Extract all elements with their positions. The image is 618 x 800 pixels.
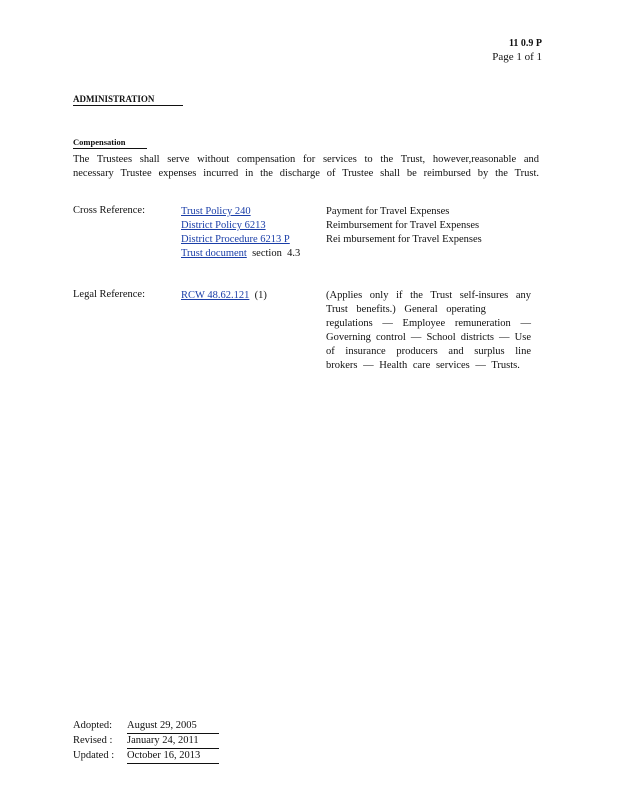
paragraph-line: The Trustees shall serve without compensation for services to the Trust, however,reasonable and: [73, 154, 539, 165]
body-paragraph: [73, 153, 539, 181]
history-label: Revised :: [73, 735, 113, 746]
policy-history: [73, 719, 219, 764]
legal-desc-line: (Applies only if the Trust self-insures any: [326, 290, 531, 301]
cross-reference-desc: Reimbursement for Travel Expenses: [326, 220, 480, 231]
trust-document-section: section 4.3: [246, 248, 301, 259]
rcw-subsection: (1): [249, 290, 267, 301]
legal-desc-line: of insurance producers and surplus line: [326, 346, 531, 357]
paragraph-line: necessary Trustee expenses incurred in the discharge of Trustee shall be reimbursed by the Trust.: [73, 168, 539, 179]
cross-reference-label: Cross Reference:: [73, 205, 146, 216]
policy-code: 11 0.9 P: [508, 38, 542, 49]
history-date: August 29, 2005: [127, 719, 219, 734]
legal-reference-label: Legal Reference:: [73, 289, 145, 300]
history-row-updated: [73, 749, 219, 764]
rcw-48-62-121-link[interactable]: RCW 48.62.121: [181, 290, 250, 301]
legal-desc-line: Governing control — School districts — Use: [326, 332, 531, 343]
cross-reference-desc: Payment for Travel Expenses: [326, 206, 450, 217]
history-label: Updated :: [73, 750, 115, 761]
subheading: Compensation: [73, 137, 147, 149]
legal-desc-line: Trust benefits.) General operating: [326, 304, 486, 315]
page-number: Page 1 of 1: [492, 51, 542, 63]
history-row-adopted: [73, 719, 219, 734]
trust-document-link[interactable]: Trust document: [181, 248, 247, 259]
cross-reference-links: [181, 205, 300, 261]
district-policy-6213-link[interactable]: District Policy 6213: [181, 220, 266, 231]
district-procedure-6213p-link[interactable]: District Procedure 6213 P: [181, 234, 290, 245]
legal-desc-line: regulations — Employee remuneration —: [326, 318, 531, 329]
history-date: January 24, 2011: [127, 734, 219, 749]
legal-reference-citation: [181, 289, 267, 303]
history-date: October 16, 2013: [127, 749, 219, 764]
legal-desc-line: brokers — Health care services — Trusts.: [326, 360, 520, 371]
cross-reference-desc: Rei mbursement for Travel Expenses: [326, 234, 482, 245]
legal-reference-description: [326, 289, 531, 373]
history-row-revised: [73, 734, 219, 749]
history-label: Adopted:: [73, 720, 113, 731]
cross-reference-descriptions: [326, 205, 482, 247]
section-title: ADMINISTRATION: [73, 94, 183, 106]
trust-policy-240-link[interactable]: Trust Policy 240: [181, 206, 251, 217]
